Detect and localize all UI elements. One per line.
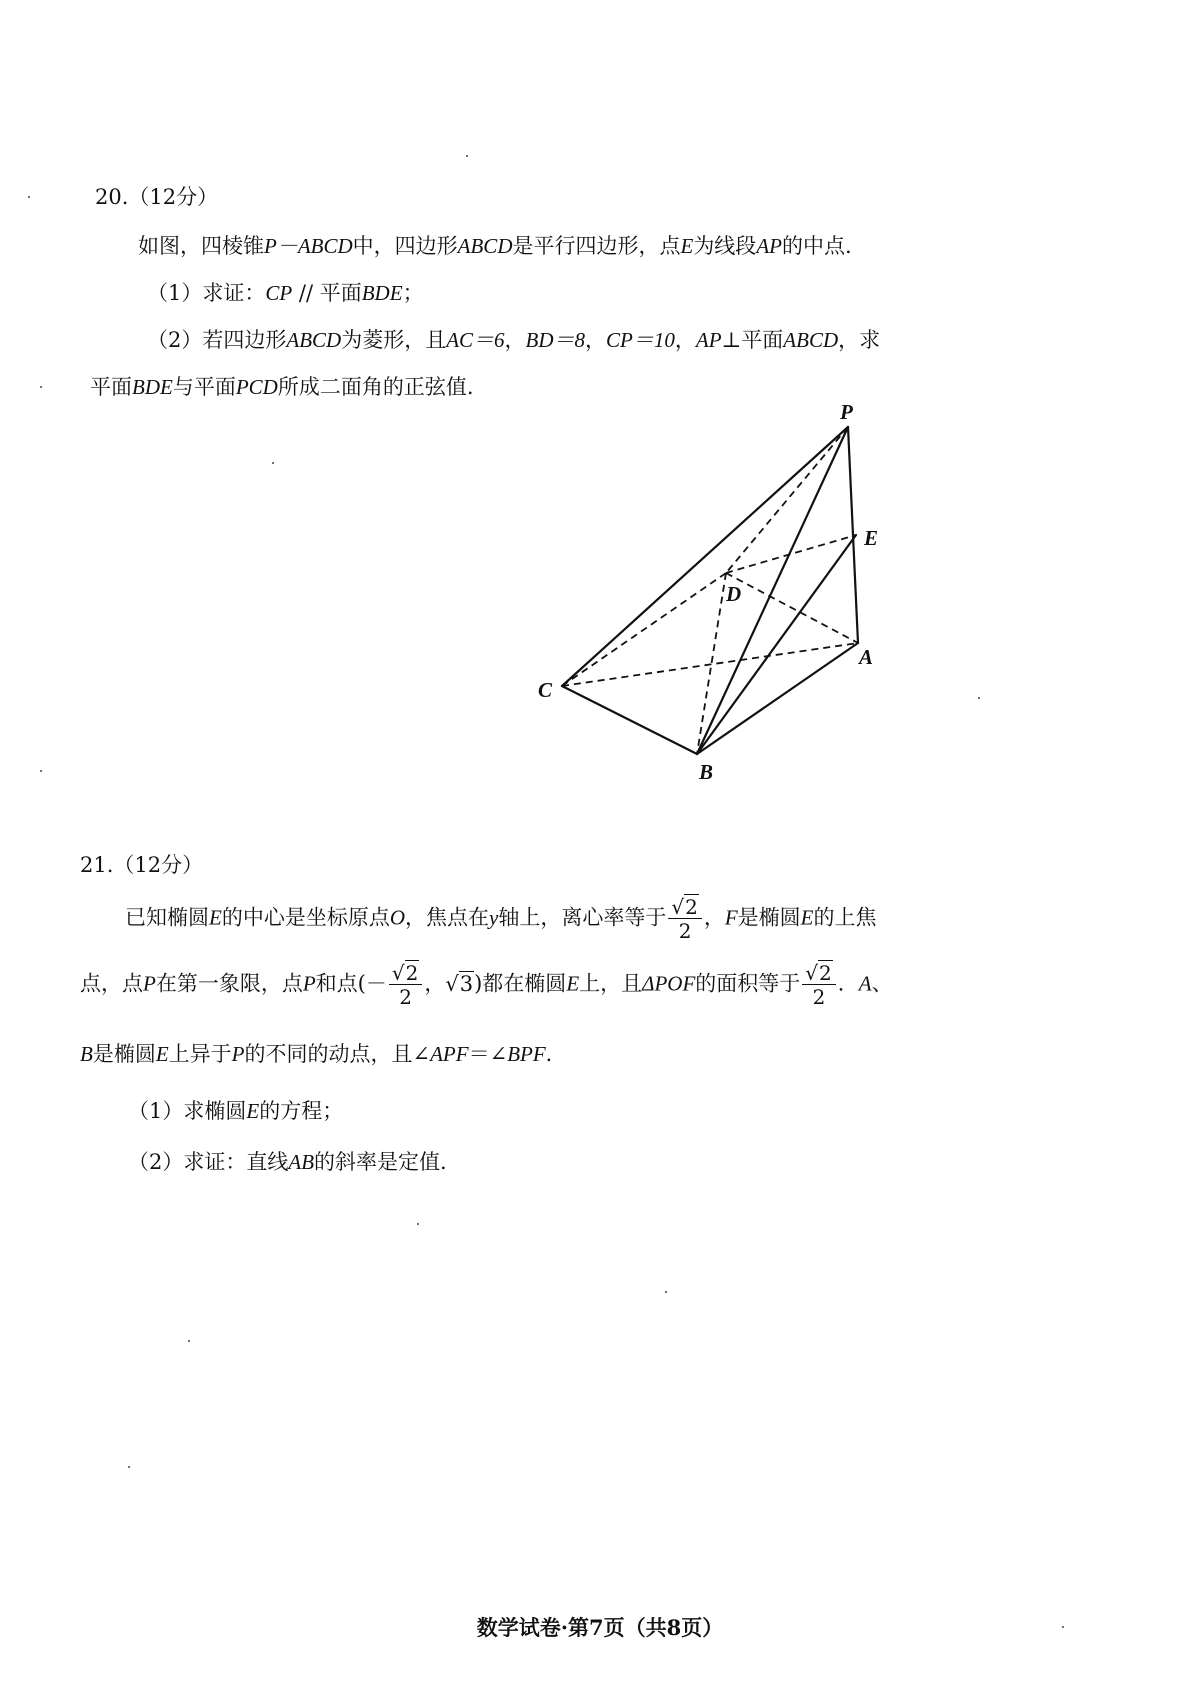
q21-line2: 点，点P在第一象限，点P和点(－ $\frac{√2}{2}$ ，√3)都在椭圆E上，且ΔPOF的面积等于 $\frac{√2}{2}$ ．A、 xyxy=(80,961,893,1009)
scan-speck xyxy=(40,770,42,772)
scan-speck xyxy=(417,1223,419,1225)
edge-pc xyxy=(562,427,848,686)
fraction-sqrt2-over-2: $\frac{√2}{2}$ xyxy=(668,897,701,941)
edge-ba xyxy=(697,643,858,754)
scan-speck xyxy=(466,155,468,157)
q20-part2-cont: 平面BDE与平面PCD所成二面角的正弦值. xyxy=(90,375,474,399)
scan-speck xyxy=(1062,1626,1064,1628)
scan-speck xyxy=(272,462,274,464)
label-e: E xyxy=(864,526,879,550)
edge-be xyxy=(697,535,856,754)
q21-line1: 已知椭圆E的中心是坐标原点O，焦点在y轴上，离心率等于 $\frac{√2}{2}$ ，F是椭圆E的上焦 xyxy=(125,895,877,943)
scan-speck xyxy=(665,1291,667,1293)
scan-speck xyxy=(978,697,980,699)
edge-ca xyxy=(562,643,858,686)
label-a: A xyxy=(859,645,874,669)
fraction-sqrt2-over-2-b: $\frac{√2}{2}$ xyxy=(389,963,422,1007)
label-d: D xyxy=(726,582,742,606)
q21-header: 21.（12分） xyxy=(80,853,204,877)
sqrt3: √3 xyxy=(445,971,474,996)
q20-intro: 如图，四棱锥P－ABCD中，四边形ABCD是平行四边形，点E为线段AP的中点. xyxy=(138,234,852,258)
q21-part1: （1）求椭圆E的方程； xyxy=(128,1099,344,1123)
label-b: B xyxy=(699,760,714,784)
q20-part2: （2）若四边形ABCD为菱形，且AC＝6，BD＝8，CP＝10，AP⊥平面ABCD，求 xyxy=(147,328,881,352)
fraction-sqrt2-over-2-c: $\frac{√2}{2}$ xyxy=(802,963,835,1007)
scan-speck xyxy=(128,1466,130,1468)
edge-de xyxy=(726,535,856,573)
q21-line3: B是椭圆E上异于P的不同的动点，且∠APF＝∠BPF． xyxy=(80,1042,567,1066)
scan-speck xyxy=(188,1340,190,1342)
label-p: P xyxy=(840,400,853,424)
edge-pb xyxy=(697,427,848,754)
q21-part2: （2）求证：直线AB的斜率是定值. xyxy=(128,1150,447,1174)
edge-pd xyxy=(726,427,848,573)
edge-cd xyxy=(562,573,726,686)
scan-speck xyxy=(28,196,30,198)
scan-speck xyxy=(40,386,42,388)
page-footer: 数学试卷·第7页（共8页） xyxy=(476,1615,724,1640)
q20-header: 20.（12分） xyxy=(95,185,219,209)
edge-da xyxy=(726,573,858,643)
label-c: C xyxy=(538,678,553,702)
q20-part1: （1）求证：CP // 平面BDE； xyxy=(147,281,424,305)
edge-cb xyxy=(562,686,697,754)
